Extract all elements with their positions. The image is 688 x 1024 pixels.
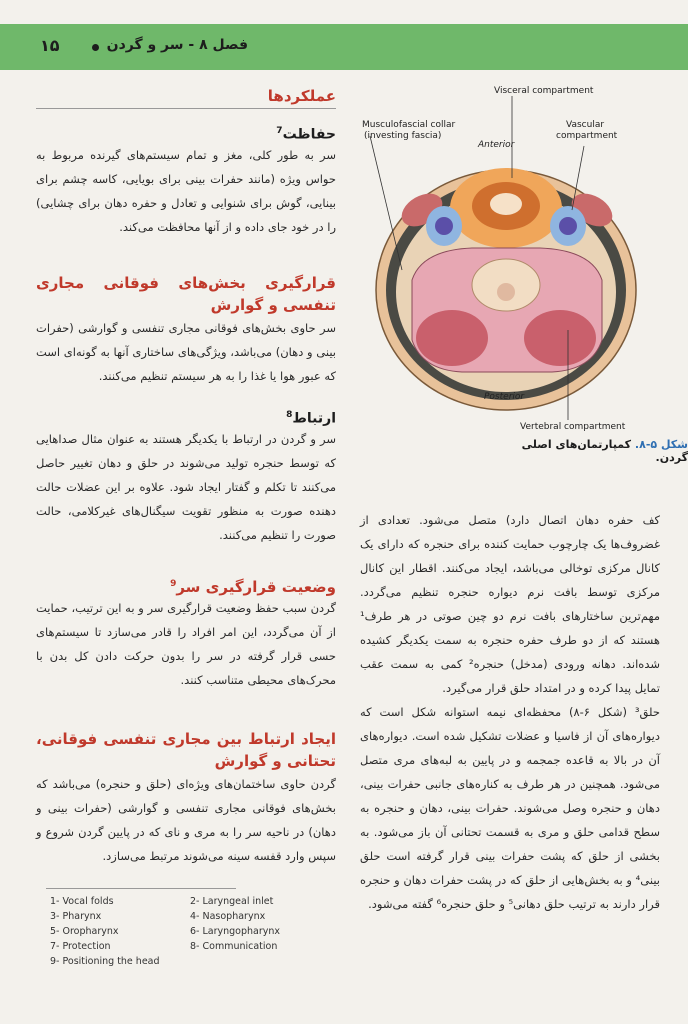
footnote-item: 1- Vocal folds [50, 896, 114, 907]
left-column [360, 508, 660, 916]
footnote-item: 4- Nasopharynx [190, 911, 266, 922]
communication-heading: ارتباط$^8$ [286, 410, 336, 427]
upper-airway-heading: قرارگیری بخش‌های فوقانی مجاری تنفسی و گوارش [36, 274, 336, 314]
protection-heading: حفاظت$^7$ [276, 126, 336, 143]
larynx-paragraph: کف حفره دهان اتصال دارد) متصل می‌شود. تعدادی از غضروف‌ها یک چارچوب حمایت کننده برای حنجره که دارای یک کانال مرکزی توخالی می‌باشد، ایجاد می‌کنند. اقطار این کانال مرکزی توسط بافت نرم دیواره حنجره تنظیم می‌گردد. مهم‌ترین ساختارهای بافت نرم دو چین صوتی در هر طرف¹ هستند که از دو طرف حفره حنجره به سمت یکدیگر کشیده شده‌اند. دهانه ورودی (مدخل) حنجره² کمی به سمت عقب تمایل پیدا کرده و در امتداد حلق قرار می‌گیرد. [360, 513, 661, 695]
connection-paragraph: گردن حاوی ساختمان‌های ویژه‌ای (حلق و حنجره) می‌باشد که بخش‌های فوقانی مجاری تنفسی و گوارشی (حفرات بینی و دهان) در ناحیه سر را به مری و نای که در پایین گردن شروع و سپس وارد قفسه سینه می‌شوند مرتبط می‌سازد. [36, 777, 336, 863]
footnote-item: 8- Communication [190, 941, 278, 952]
musculofascial-label-1: Musculofascial collar [362, 120, 456, 130]
functions-heading: عملکردها [267, 87, 336, 105]
protection-paragraph: سر به طور کلی، مغز و تمام سیستم‌های گیرنده مربوط به حواس ویژه (مانند حفرات بینی برای بویایی، کاسه چشم برای بینایی، گوش برای شنوایی و تعادل و حفره دهان برای چشایی) را در خود جای داده و از آنها محافظت می‌کند. [36, 147, 336, 234]
vascular-label-2: compartment [556, 131, 618, 141]
left-deep-muscles [416, 310, 488, 366]
positioning-paragraph: گردن سبب حفظ وضعیت قرارگیری سر و به این ترتیب، حمایت از آن می‌گردد، این امر افراد را قادر می‌سازد تا سیستم‌های حسی قرار گرفته در سر را بدون حرکت دادن کل بدن با محرک‌های محیطی متناسب کنند. [36, 601, 336, 687]
anterior-label: Anterior [478, 140, 515, 150]
footnote-item: 7- Protection [50, 941, 111, 952]
positioning-section [36, 578, 336, 692]
heading-rule [36, 108, 336, 109]
header-bullet [92, 44, 99, 51]
vascular-label-1: Vascular [566, 120, 605, 130]
page-number: ۱۵ [40, 36, 60, 55]
positioning-heading: وضعیت قرارگیری سر$^9$ [170, 578, 336, 596]
trachea [490, 193, 522, 215]
communication-paragraph: سر و گردن در ارتباط با یکدیگر هستند به عنوان مثال صداهایی که توسط حنجره تولید می‌شوند در حلق و دهان تغییر حاصل می‌کنند تا تکلم و گفتار ایجاد شود. علاوه بر این عضلات حالت دهنده صورت به منظور تقویت سیگنال‌های غیرکلامی، حالت صورت را تنظیم می‌کنند. [36, 431, 336, 542]
footnote-item: 6- Laryngopharynx [190, 926, 281, 937]
footnote-rule [46, 888, 236, 889]
posterior-label: Posterior [484, 392, 525, 402]
right-carotid [559, 217, 577, 235]
footnote-item: 9- Positioning the head [50, 956, 160, 967]
footnotes-right [190, 894, 280, 954]
footnote-item: 3- Pharynx [50, 911, 102, 922]
pharynx-paragraph: حلق³ (شکل ۶-۸) محفظه‌ای نیمه استوانه شکل است که دیواره‌های آن از فاسیا و عضلات تشکیل شده است. دیواره‌های آن در بالا به قاعده جمجمه و در پایین به لبه‌های مری متصل می‌شود. همچنین در هر طرف به کناره‌های جانبی حفرات بینی، دهان و حنجره وصل می‌شوند. حفرات بینی، دهان و حنجره به سطح قدامی حلق و مری به قسمت تحتانی آن باز می‌شود. به بخشی از حلق که پشت حفرات بینی قرار گرفته است حلق بینی⁴ و به بخش‌هایی از حلق که در پشت حفرات دهان و حنجره قرار دارند به ترتیب حلق دهانی⁵ و حلق حنجره⁶ گفته می‌شود. [360, 705, 660, 911]
chapter-title: فصل ۸ - سر و گردن [106, 37, 248, 53]
right-column [36, 86, 336, 105]
footnotes-left [50, 894, 160, 969]
figure-caption [486, 438, 688, 464]
musculofascial-label-2: (investing fascia) [364, 131, 442, 141]
connection-heading: ایجاد ارتباط بین مجاری تنفسی فوقانی، تحتانی و گوارش [36, 730, 336, 770]
spinal-canal [497, 283, 515, 301]
vertebral-label: Vertebral compartment [520, 422, 626, 432]
right-deep-muscles [524, 310, 596, 366]
left-carotid [435, 217, 453, 235]
protection-section [36, 126, 336, 239]
chapter-header [0, 24, 688, 70]
communication-section [36, 410, 336, 547]
visceral-label: Visceral compartment [494, 86, 594, 96]
upper-airway-section [36, 272, 336, 388]
upper-airway-paragraph: سر حاوی بخش‌های فوقانی مجاری تنفسی و گوارشی (حفرات بینی و دهان) می‌باشد، ویژگی‌های ساختاری آنها به گونه‌ای است که عبور هوا یا غذا را به هر سیستم تنظیم می‌کنند. [36, 321, 336, 383]
connection-section [36, 728, 336, 868]
figure-caption-text: کمپارتمان‌های اصلی گردن. [521, 438, 688, 464]
footnote-item: 5- Oropharynx [50, 926, 119, 937]
figure-number: شکل ۵-۸. [634, 438, 688, 451]
footnote-item: 2- Laryngeal inlet [190, 896, 274, 907]
